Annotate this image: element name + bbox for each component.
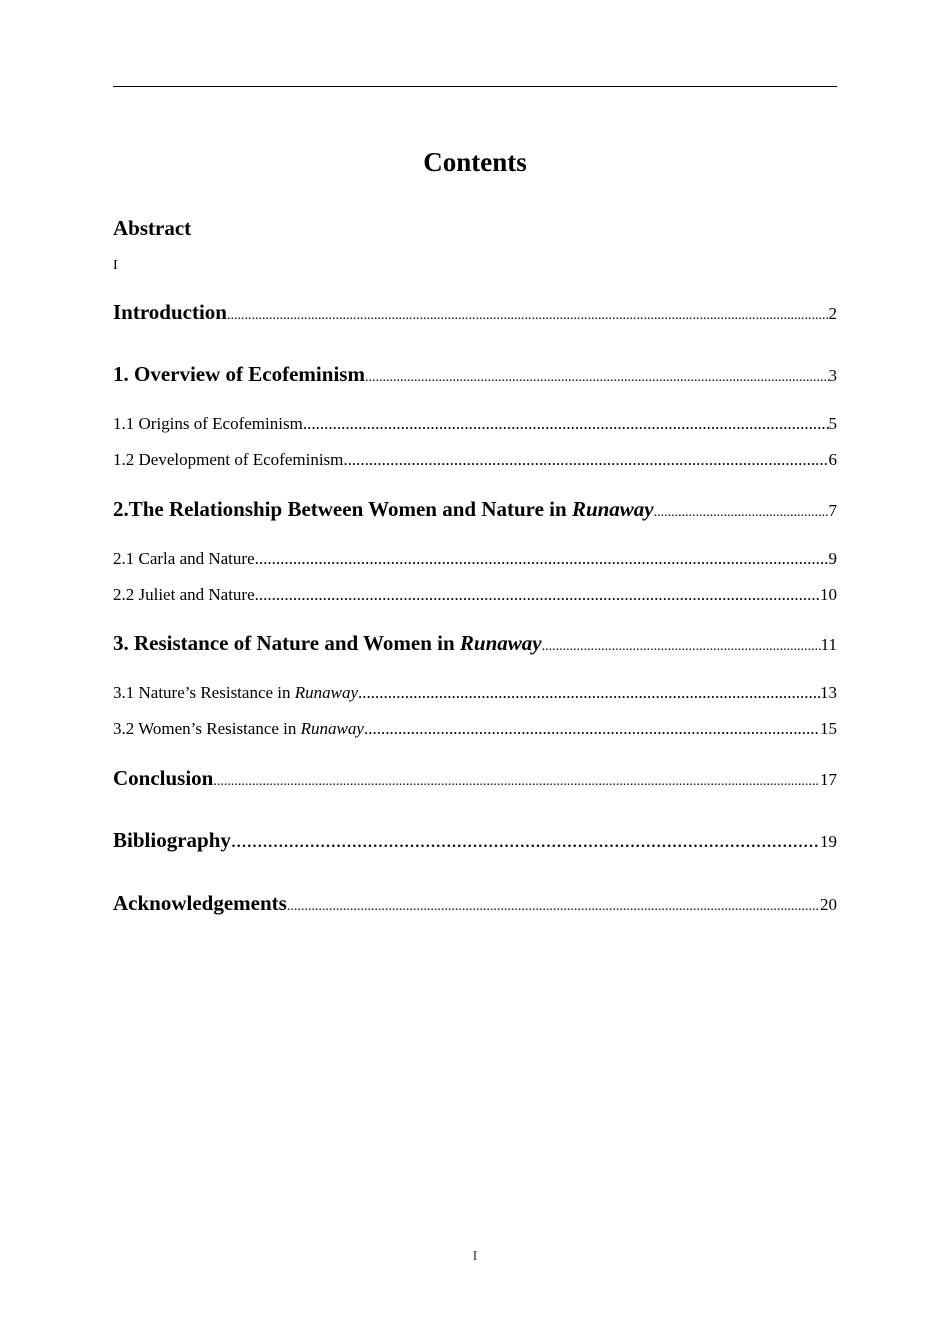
toc-entry-italic-title: Runaway bbox=[300, 719, 364, 738]
toc-entry-page: 6 bbox=[828, 450, 837, 469]
dot-leader bbox=[255, 548, 829, 570]
toc-entry-page: 15 bbox=[820, 719, 837, 738]
toc-entry-italic-title: Runaway bbox=[571, 497, 654, 521]
toc-entry-label: 3.2 Women’s Resistance in bbox=[113, 719, 301, 738]
dot-leader bbox=[227, 302, 829, 330]
toc-entry-carla-and-nature[interactable] bbox=[113, 548, 837, 570]
toc-entry-page: 9 bbox=[828, 549, 837, 568]
toc-entry-label-group bbox=[113, 718, 364, 740]
toc-entry-label: Conclusion bbox=[113, 766, 214, 790]
contents-title: Contents bbox=[423, 147, 527, 177]
toc-entry-label: Bibliography bbox=[113, 828, 231, 852]
toc-entry-juliet-and-nature[interactable] bbox=[113, 584, 837, 606]
toc-entry-origins-of-ecofeminism[interactable] bbox=[113, 413, 837, 435]
toc-entry-womens-resistance[interactable] bbox=[113, 718, 837, 740]
toc-entry-label: 1. Overview of Ecofeminism bbox=[113, 362, 365, 386]
toc-entry-page: 11 bbox=[820, 635, 837, 654]
toc-entry-relationship-women-nature[interactable] bbox=[113, 495, 837, 527]
dot-leader bbox=[358, 682, 820, 704]
toc-entry-label: Acknowledgements bbox=[113, 891, 287, 915]
toc-entry-italic-title: Runaway bbox=[459, 631, 542, 655]
dot-leader bbox=[255, 584, 820, 606]
dot-leader bbox=[231, 826, 820, 854]
toc-entry-bibliography[interactable] bbox=[113, 826, 837, 856]
dot-leader bbox=[654, 499, 829, 527]
toc-entry-label: 1.2 Development of Ecofeminism bbox=[113, 450, 344, 469]
toc-entry-label-group bbox=[113, 682, 358, 704]
toc-entry-natures-resistance[interactable] bbox=[113, 682, 837, 704]
dot-leader bbox=[365, 364, 829, 392]
toc-abstract-label: Abstract bbox=[113, 216, 192, 240]
toc-entry-page: 5 bbox=[828, 414, 837, 433]
dot-leader bbox=[542, 633, 821, 661]
dot-leader bbox=[364, 718, 820, 740]
toc-entry-page: 2 bbox=[828, 304, 837, 323]
toc-entry-page: 7 bbox=[828, 501, 837, 520]
dot-leader bbox=[287, 893, 820, 921]
toc-entry-label: 2.1 Carla and Nature bbox=[113, 549, 255, 568]
dot-leader bbox=[303, 413, 829, 435]
toc-entry-acknowledgements[interactable] bbox=[113, 889, 837, 921]
toc-entry-overview-of-ecofeminism[interactable] bbox=[113, 360, 837, 392]
toc-entry-page: 19 bbox=[820, 832, 837, 851]
toc-entry-label: Introduction bbox=[113, 300, 227, 324]
toc-entry-page: 3 bbox=[828, 366, 837, 385]
toc-entry-page: 17 bbox=[820, 770, 837, 789]
toc-entry-conclusion[interactable] bbox=[113, 764, 837, 796]
toc-abstract-page: I bbox=[113, 258, 118, 273]
toc-entry-label: 1.1 Origins of Ecofeminism bbox=[113, 414, 303, 433]
header-rule bbox=[113, 86, 837, 87]
toc-entry-label-group bbox=[113, 629, 542, 657]
toc-entry-page: 13 bbox=[820, 683, 837, 702]
toc-entry-label: 3. Resistance of Nature and Women in bbox=[113, 631, 460, 655]
dot-leader bbox=[213, 768, 820, 796]
toc-entry-resistance-nature-women[interactable] bbox=[113, 629, 837, 661]
toc-entry-label-group bbox=[113, 495, 654, 523]
dot-leader bbox=[343, 449, 828, 471]
footer-page-number: I bbox=[472, 1249, 478, 1264]
toc-entry-label: 2.The Relationship Between Women and Nature in bbox=[113, 497, 572, 521]
toc-entry-italic-title: Runaway bbox=[294, 683, 359, 702]
toc-entry-label: 2.2 Juliet and Nature bbox=[113, 585, 255, 604]
toc-entry-introduction[interactable] bbox=[113, 298, 837, 330]
toc-entry-development-of-ecofeminism[interactable] bbox=[113, 449, 837, 471]
toc-entry-label: 3.1 Nature’s Resistance in bbox=[113, 683, 295, 702]
toc-entry-page: 20 bbox=[820, 895, 837, 914]
toc-entry-page: 10 bbox=[820, 585, 837, 604]
